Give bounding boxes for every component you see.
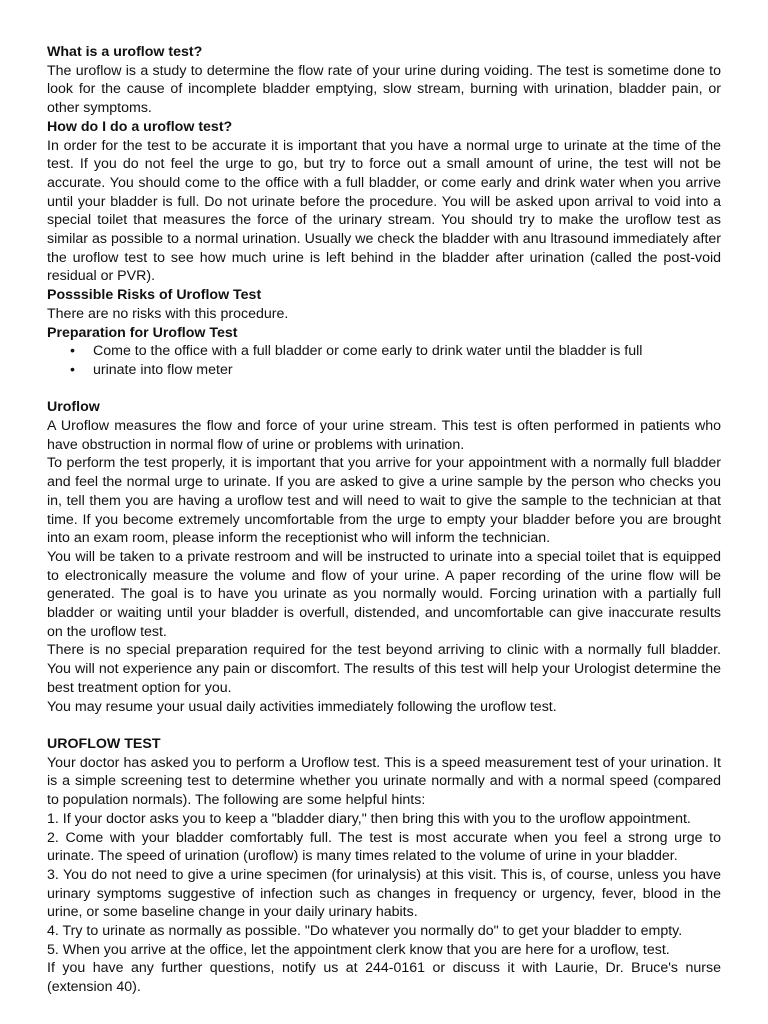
paragraph-uroflow-test-hint-3: 3. You do not need to give a urine specimen (for urinalysis) at this visit. This is, of course, unless you have urinary symptoms suggestive of infection such as changes in frequency or urgency, fever, blood in the urine, or some baseline change in your daily urinary habits. bbox=[47, 866, 721, 921]
section-spacer bbox=[47, 716, 721, 735]
list-item-text: urinate into flow meter bbox=[93, 361, 233, 378]
heading-preparation: Preparation for Uroflow Test bbox=[47, 324, 238, 341]
paragraph-uroflow-test-hint-2: 2. Come with your bladder comfortably full. The test is most accurate when you feel a strong urge to urinate. The speed of urination (uroflow) is many times related to the volume of urine in your bladder. bbox=[47, 829, 721, 865]
heading-uroflow-test: UROFLOW TEST bbox=[47, 735, 161, 752]
list-item bbox=[47, 342, 721, 361]
paragraph-uroflow-3: You will be taken to a private restroom and will be instructed to urinate into a special toilet that is equipped to electronically measure the volume and flow of your urine. A paper recording of the urine flow will be generated. The goal is to have you urinate as you normally would. Forcing urination with a partially full bladder or waiting until your bladder is overfull, distended, and uncomfortable can give inaccurate results on the uroflow test. bbox=[47, 548, 721, 640]
preparation-list bbox=[47, 342, 721, 379]
paragraph-uroflow-5: You may resume your usual daily activities immediately following the uroflow test. bbox=[47, 698, 557, 715]
paragraph-possible-risks: There are no risks with this procedure. bbox=[47, 305, 289, 322]
document-page bbox=[47, 43, 721, 997]
paragraph-uroflow-1: A Uroflow measures the flow and force of your urine stream. This test is often performed in patients who have obstruction in normal flow of urine or problems with urination. bbox=[47, 418, 721, 453]
bullet-icon: • bbox=[70, 343, 75, 360]
paragraph-uroflow-2: To perform the test properly, it is important that you arrive for your appointment with a normally full bladder and feel the normal urge to urinate. If you are asked to give a urine sample by the person who checks you in, tell them you are having a uroflow test and will need to wait to give the sample to the technician at that time. If you become extremely uncomfortable from the urge to empty your bladder before you are brought into an exam room, please inform the receptionist who will inform the technician. bbox=[47, 455, 721, 547]
heading-what-is-uroflow: What is a uroflow test? bbox=[47, 44, 203, 60]
paragraph-uroflow-test-hint-4: 4. Try to urinate as normally as possible. "Do whatever you normally do" to get your bladder to empty. bbox=[47, 923, 683, 940]
paragraph-uroflow-4: There is no special preparation required for the test beyond arriving to clinic with a normally full bladder. You will not experience any pain or discomfort. The results of this test will help your Urologist determine the best treatment option for you. bbox=[47, 642, 721, 696]
paragraph-what-is-uroflow: The uroflow is a study to determine the flow rate of your urine during voiding. The test is sometime done to look for the cause of incomplete bladder emptying, slow stream, burning with urination, bladder pain, or other symptoms. bbox=[47, 62, 721, 117]
list-item-text: Come to the office with a full bladder or come early to drink water until the bladder is full bbox=[93, 343, 643, 360]
paragraph-contact: If you have any further questions, notify us at 244-0161 or discuss it with Laurie, Dr. Bruce's nurse (extension 40). bbox=[47, 960, 721, 996]
paragraph-how-to-do-uroflow: In order for the test to be accurate it is important that you have a normal urge to urinate at the time of the test. If you do not feel the urge to go, but try to force out a small amount of urine, the test will not be accurate. You should come to the office with a full bladder, or come early and drink water when you arrive until your bladder is full. Do not urinate before the procedure. You will be asked upon arrival to void into a special toilet that measures the force of the urinary stream. You should try to make the uroflow test as similar as possible to a normal urination. Usually we check the bladder with anu ltrasound immediately after the uroflow test to see how much urine is left behind in the bladder after urination (called the post-void residual or PVR). bbox=[47, 137, 721, 285]
section-spacer bbox=[47, 380, 721, 399]
bullet-icon: • bbox=[70, 361, 75, 378]
heading-how-to-do-uroflow: How do I do a uroflow test? bbox=[47, 118, 233, 135]
heading-possible-risks: Posssible Risks of Uroflow Test bbox=[47, 287, 262, 304]
heading-uroflow: Uroflow bbox=[47, 399, 100, 416]
paragraph-uroflow-test-intro: Your doctor has asked you to perform a Uroflow test. This is a speed measurement test of your urination. It is a simple screening test to determine whether you urinate normally and with a normal speed (compared to population normals). The following are some helpful hints: bbox=[47, 754, 721, 809]
paragraph-uroflow-test-hint-5: 5. When you arrive at the office, let the appointment clerk know that you are here for a uroflow, test. bbox=[47, 941, 670, 958]
list-item bbox=[47, 361, 721, 380]
paragraph-uroflow-test-hint-1: 1. If your doctor asks you to keep a "bladder diary," then bring this with you to the uroflow appointment. bbox=[47, 810, 691, 827]
